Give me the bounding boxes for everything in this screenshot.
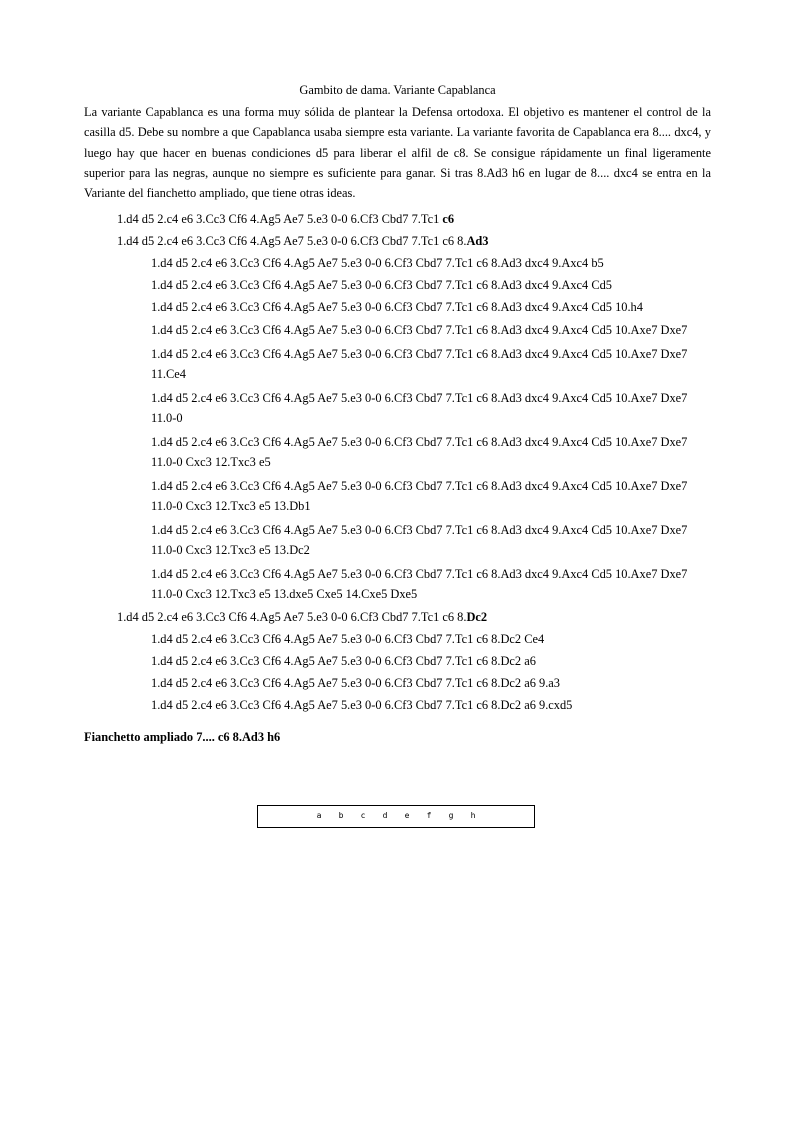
intro-paragraph: La variante Capablanca es una forma muy sólida de plantear la Defensa ortodoxa. El objetivo es mantener el control de la casilla d5. Debe su nombre a que Capablanca usaba siempre esta variante. La variante favorita de Capablanca era 8.... dxc4, y luego hay que hacer en buenas condiciones d5 para liberar el alfil de c8. Se consigue rápidamente un final ligeramente superior para las negras, aunque no siempre es suficiente para ganar. Si tras 8.Ad3 h6 en lugar de 8.... dxc4 se entra en la Variante del fianchetto ampliado, que tiene otras ideas. [84, 105, 711, 201]
variation-line: 1.d4 d5 2.c4 e6 3.Cc3 Cf6 4.Ag5 Ae7 5.e3 0-0 6.Cf3 Cbd7 7.Tc1 c6 8.Dc2 a6 [151, 654, 536, 669]
variation-line: 1.d4 d5 2.c4 e6 3.Cc3 Cf6 4.Ag5 Ae7 5.e3 0-0 6.Cf3 Cbd7 7.Tc1 c6 8.Ad3 dxc4 9.Axc4 Cd5 10.Axe7 Dxe7 11.Ce4 [151, 347, 688, 382]
page-title: Gambito de dama. Variante Capablanca [299, 83, 496, 97]
file-label: f [426, 811, 432, 820]
variation-line: 1.d4 d5 2.c4 e6 3.Cc3 Cf6 4.Ag5 Ae7 5.e3 0-0 6.Cf3 Cbd7 7.Tc1 c6 8.Ad3 dxc4 9.Axc4 Cd5 10.Axe7 Dxe7 11.0-0 Cxc3 12.Txc3 e5 13.Dc2 [151, 523, 688, 558]
chess-board-diagram [257, 805, 535, 828]
document-page [84, 82, 711, 745]
file-label: g [448, 811, 454, 820]
section-heading: Fianchetto ampliado 7.... c6 8.Ad3 h6 [84, 730, 281, 745]
variation-line: 1.d4 d5 2.c4 e6 3.Cc3 Cf6 4.Ag5 Ae7 5.e3 0-0 6.Cf3 Cbd7 7.Tc1 c6 8.Ad3 dxc4 9.Axc4 Cd5 10.Axe7 Dxe7 11.0-0 [151, 391, 688, 426]
variation-line: 1.d4 d5 2.c4 e6 3.Cc3 Cf6 4.Ag5 Ae7 5.e3 0-0 6.Cf3 Cbd7 7.Tc1 c6 8.Ad3 dxc4 9.Axc4 Cd5 10.Axe7 Dxe7 11.0-0 Cxc3 12.Txc3 e5 [151, 435, 688, 470]
variation-line: 1.d4 d5 2.c4 e6 3.Cc3 Cf6 4.Ag5 Ae7 5.e3 0-0 6.Cf3 Cbd7 7.Tc1 c6 [117, 212, 455, 227]
file-label: h [470, 811, 476, 820]
file-label: e [404, 811, 410, 820]
variation-line: 1.d4 d5 2.c4 e6 3.Cc3 Cf6 4.Ag5 Ae7 5.e3 0-0 6.Cf3 Cbd7 7.Tc1 c6 8.Ad3 dxc4 9.Axc4 Cd5 10.h4 [151, 300, 643, 315]
variation-line: 1.d4 d5 2.c4 e6 3.Cc3 Cf6 4.Ag5 Ae7 5.e3 0-0 6.Cf3 Cbd7 7.Tc1 c6 8.Ad3 dxc4 9.Axc4 Cd5 [151, 278, 612, 293]
variation-line: 1.d4 d5 2.c4 e6 3.Cc3 Cf6 4.Ag5 Ae7 5.e3 0-0 6.Cf3 Cbd7 7.Tc1 c6 8.Ad3 dxc4 9.Axc4 Cd5 10.Axe7 Dxe7 11.0-0 Cxc3 12.Txc3 e5 13.dxe5 Cxe5 14.Cxe5 Dxe5 [151, 567, 688, 602]
variation-line: 1.d4 d5 2.c4 e6 3.Cc3 Cf6 4.Ag5 Ae7 5.e3 0-0 6.Cf3 Cbd7 7.Tc1 c6 8.Dc2 a6 9.cxd5 [151, 698, 573, 713]
variation-line: 1.d4 d5 2.c4 e6 3.Cc3 Cf6 4.Ag5 Ae7 5.e3 0-0 6.Cf3 Cbd7 7.Tc1 c6 8.Ad3 dxc4 9.Axc4 Cd5 10.Axe7 Dxe7 11.0-0 Cxc3 12.Txc3 e5 13.Db1 [151, 479, 688, 514]
variation-line: 1.d4 d5 2.c4 e6 3.Cc3 Cf6 4.Ag5 Ae7 5.e3 0-0 6.Cf3 Cbd7 7.Tc1 c6 8.Dc2 Ce4 [151, 632, 545, 647]
file-label: a [316, 811, 322, 820]
variation-line: 1.d4 d5 2.c4 e6 3.Cc3 Cf6 4.Ag5 Ae7 5.e3 0-0 6.Cf3 Cbd7 7.Tc1 c6 8.Dc2 a6 9.a3 [151, 676, 560, 691]
file-label: b [338, 811, 344, 820]
variation-line: 1.d4 d5 2.c4 e6 3.Cc3 Cf6 4.Ag5 Ae7 5.e3 0-0 6.Cf3 Cbd7 7.Tc1 c6 8.Ad3 dxc4 9.Axc4 Cd5 10.Axe7 Dxe7 [151, 323, 688, 338]
variation-line: 1.d4 d5 2.c4 e6 3.Cc3 Cf6 4.Ag5 Ae7 5.e3 0-0 6.Cf3 Cbd7 7.Tc1 c6 8.Ad3 [117, 234, 489, 249]
file-label: c [360, 811, 366, 820]
file-label: d [382, 811, 388, 820]
variation-line: 1.d4 d5 2.c4 e6 3.Cc3 Cf6 4.Ag5 Ae7 5.e3 0-0 6.Cf3 Cbd7 7.Tc1 c6 8.Ad3 dxc4 9.Axc4 b5 [151, 256, 604, 271]
variation-line: 1.d4 d5 2.c4 e6 3.Cc3 Cf6 4.Ag5 Ae7 5.e3 0-0 6.Cf3 Cbd7 7.Tc1 c6 8.Dc2 [117, 610, 488, 625]
board-file-labels [314, 811, 478, 820]
